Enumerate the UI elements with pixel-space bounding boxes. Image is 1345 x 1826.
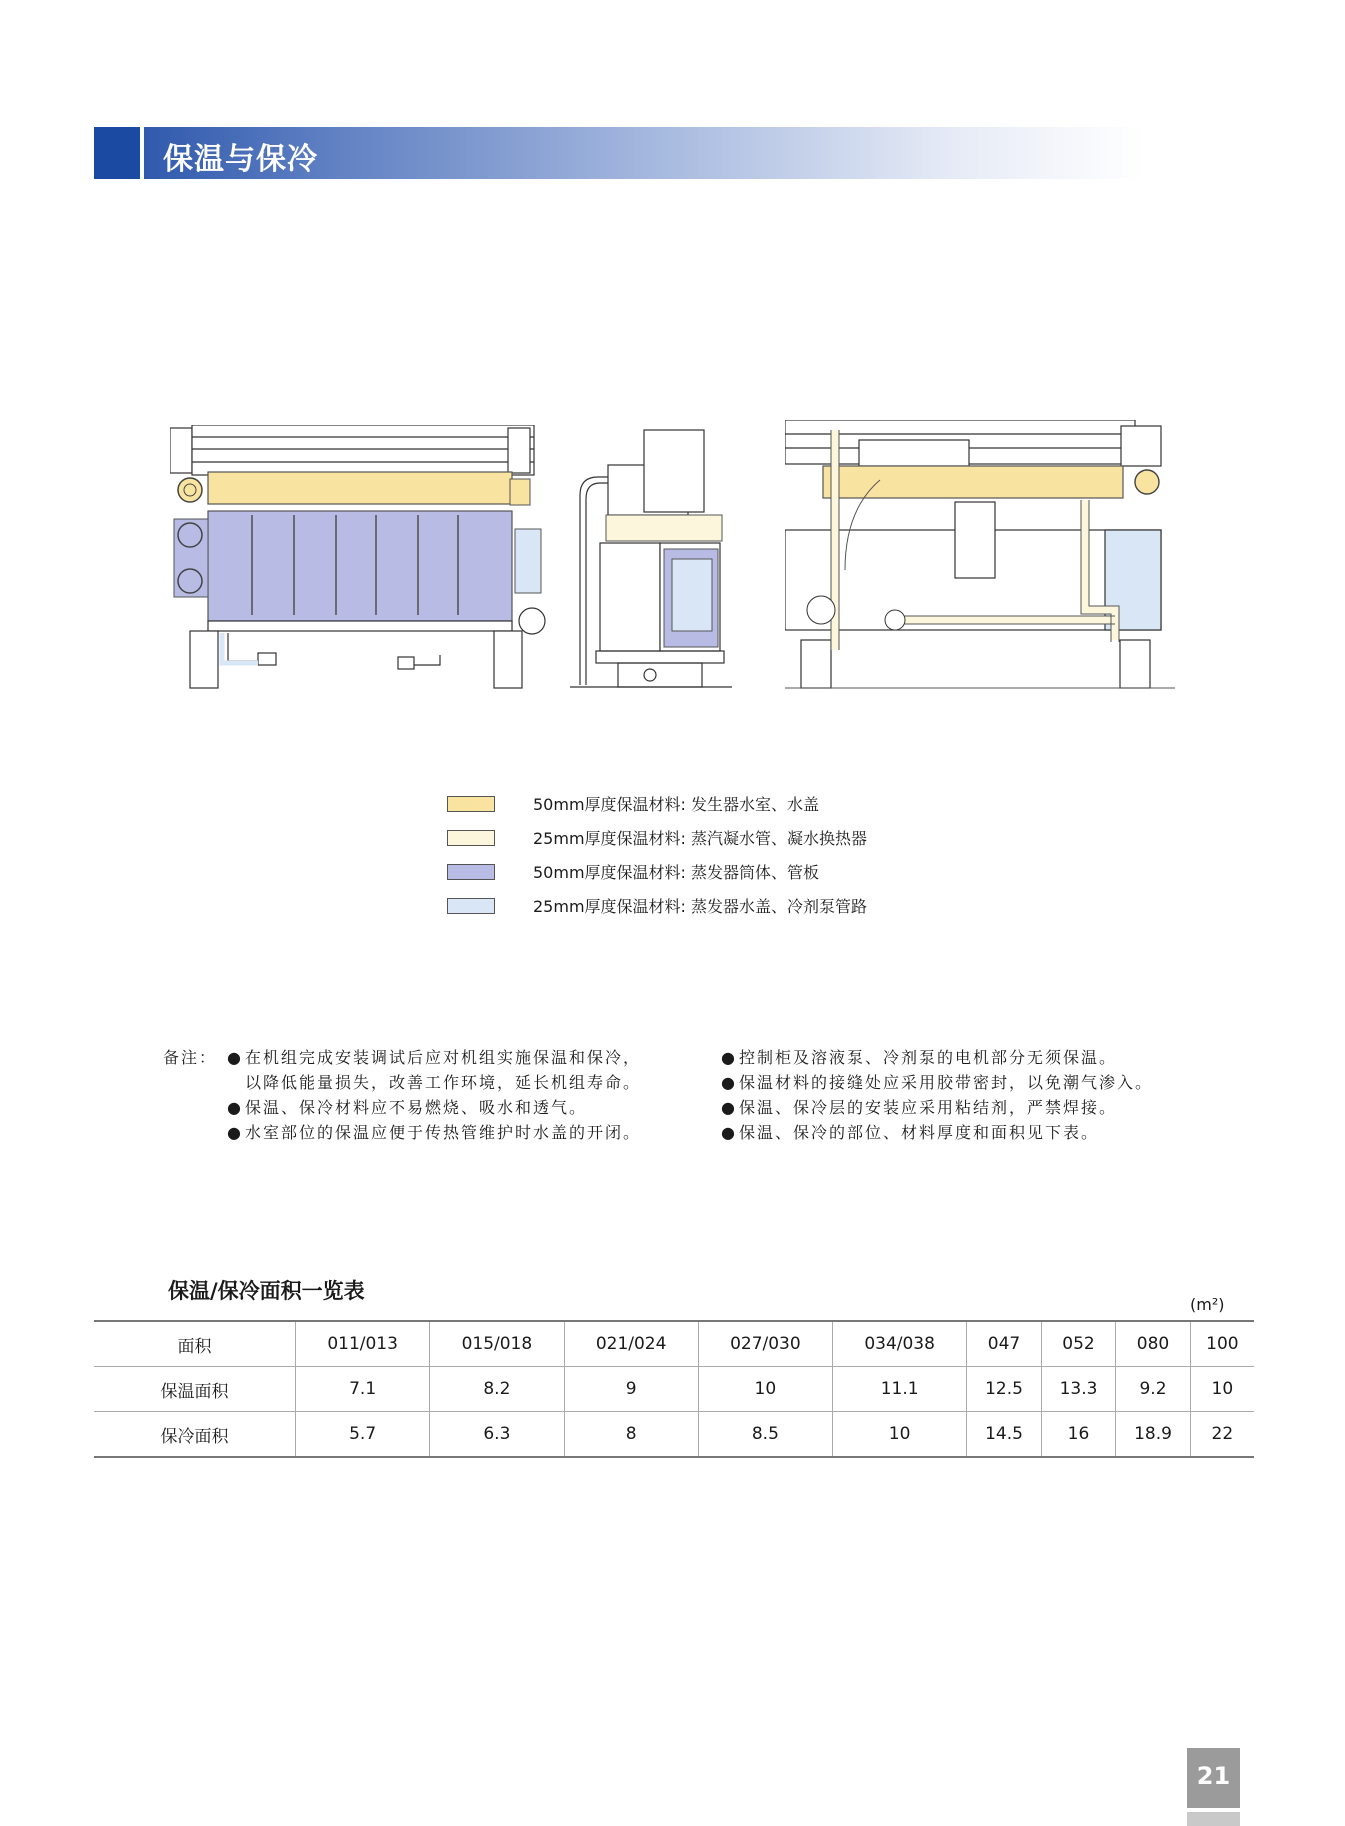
note-item: ● 水室部位的保温应便于传热管维护时水盖的开闭。 [227,1120,641,1145]
table-row [94,1367,1254,1412]
table-cell: 12.5 [967,1367,1042,1412]
rear-view-drawing [785,420,1175,690]
front-view-drawing [170,425,556,690]
notes-left-column [227,1045,641,1145]
page-number-tab [1187,1748,1240,1808]
legend-swatch-steam [447,830,495,846]
legend-label: 25mm厚度保温材料: 蒸汽凝水管、凝水换热器 [533,829,868,848]
table-cell: 18.9 [1116,1412,1191,1458]
table-header-cell: 面积 [94,1321,296,1367]
table-cell: 11.1 [833,1367,967,1412]
bullet-icon: ● [721,1048,737,1067]
legend-label: 50mm厚度保温材料: 发生器水室、水盖 [533,795,820,814]
side-view-drawing [570,425,732,690]
table-header-row [94,1321,1254,1367]
bullet-icon: ● [227,1123,243,1142]
banner-accent-block [94,127,140,179]
bullet-icon: ● [227,1048,243,1067]
table-header-cell: 011/013 [296,1321,430,1367]
note-item: ● 在机组完成安装调试后应对机组实施保温和保冷， [227,1045,641,1070]
table-header-cell: 080 [1116,1321,1191,1367]
notes-right-column [721,1045,1153,1145]
table-header-cell: 015/018 [430,1321,564,1367]
note-item: ● 保温、保冷的部位、材料厚度和面积见下表。 [721,1120,1153,1145]
table-cell: 8 [564,1412,698,1458]
table-header-cell: 021/024 [564,1321,698,1367]
insulation-area-table [94,1320,1254,1458]
legend-swatch-generator [447,796,495,812]
table-cell: 14.5 [967,1412,1042,1458]
page-tab-lower [1187,1812,1240,1826]
table-cell: 8.5 [698,1412,832,1458]
table-header-cell: 100 [1190,1321,1254,1367]
page-number: 21 [1196,1762,1231,1790]
table-cell: 10 [833,1412,967,1458]
legend-label: 25mm厚度保温材料: 蒸发器水盖、冷剂泵管路 [533,897,868,916]
bullet-icon: ● [721,1098,737,1117]
table-cell: 13.3 [1041,1367,1116,1412]
legend-label: 50mm厚度保温材料: 蒸发器筒体、管板 [533,863,820,882]
generator-insulation-band [208,472,512,504]
table-cell: 9.2 [1116,1367,1191,1412]
table-cell: 16 [1041,1412,1116,1458]
table-cell: 7.1 [296,1367,430,1412]
banner-separator [140,127,144,179]
table-cell: 9 [564,1367,698,1412]
table-cell: 8.2 [430,1367,564,1412]
table-cell: 10 [1190,1367,1254,1412]
legend-swatch-evaporator-cover [447,898,495,914]
bullet-icon: ● [227,1098,243,1117]
table-row [94,1412,1254,1458]
note-item: ● 保温、保冷材料应不易燃烧、吸水和透气。 [227,1095,641,1120]
table-header-cell: 047 [967,1321,1042,1367]
table-cell: 5.7 [296,1412,430,1458]
table-header-cell: 052 [1041,1321,1116,1367]
page-title: 保温与保冷 [163,142,318,177]
table-unit: (m²) [1190,1295,1225,1314]
table-header-cell: 034/038 [833,1321,967,1367]
table-cell: 22 [1190,1412,1254,1458]
table-cell: 10 [698,1367,832,1412]
note-item: ● 保温、保冷层的安装应采用粘结剂，严禁焊接。 [721,1095,1153,1120]
bullet-icon: ● [721,1073,737,1092]
bullet-icon: ● [721,1123,737,1142]
table-header-cell: 027/030 [698,1321,832,1367]
table-title: 保温/保冷面积一览表 [168,1279,365,1303]
note-item: ● 控制柜及溶液泵、冷剂泵的电机部分无须保温。 [721,1045,1153,1070]
notes-label: 备注： [163,1048,218,1067]
legend-swatch-evaporator [447,864,495,880]
note-item-continuation: 以降低能量损失，改善工作环境，延长机组寿命。 [245,1073,642,1092]
evaporator-insulation-body [208,511,512,621]
table-row-label: 保温面积 [94,1367,296,1412]
table-cell: 6.3 [430,1412,564,1458]
table-row-label: 保冷面积 [94,1412,296,1458]
note-item: ● 保温材料的接缝处应采用胶带密封，以免潮气渗入。 [721,1070,1153,1095]
